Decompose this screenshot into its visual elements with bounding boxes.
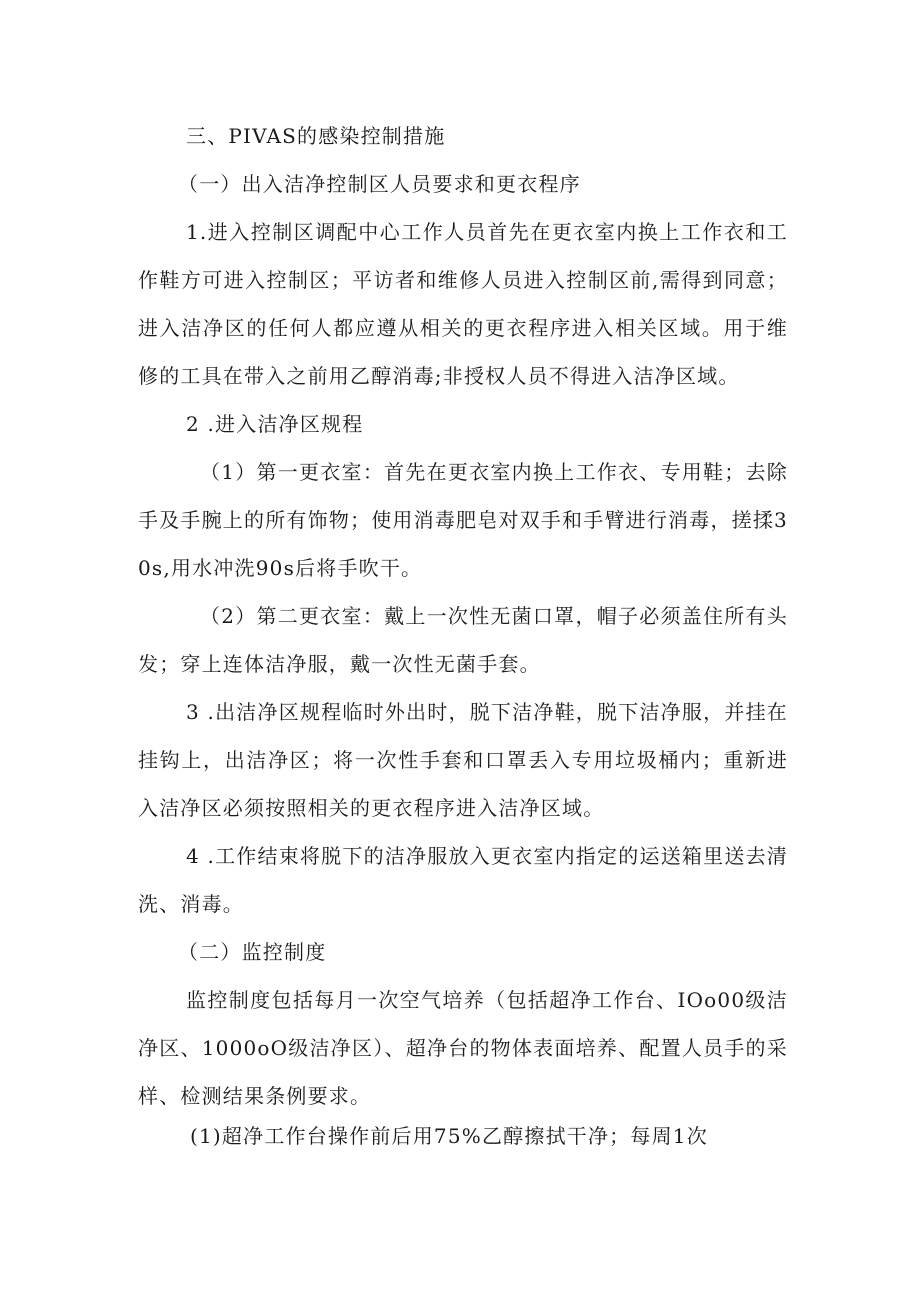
paragraph-clean-bench-cleaning: (1)超净工作台操作前后用75%乙醇擦拭干净；每周1次 <box>190 1124 708 1148</box>
section-heading: 三、PIVAS的感染控制措施 <box>186 124 446 148</box>
paragraph-end-of-work: 4 .工作结束将脱下的洁净服放入更衣室内指定的运送箱里送去清洗、消毒。 <box>138 844 788 916</box>
paragraph-exit-rules: 3 .出洁净区规程临时外出时，脱下洁净鞋，脱下洁净服，并挂在挂钩上，出洁净区；将一次性手套和口罩丢入专用垃圾桶内；重新进入洁净区必须按照相关的更衣程序进入洁净区域。 <box>138 700 788 820</box>
subheading-entry-requirements: （一）出入洁净控制区人员要求和更衣程序 <box>178 172 581 196</box>
paragraph-clean-area-rules-title: 2 .进入洁净区规程 <box>186 412 364 436</box>
paragraph-first-changing-room: （1）第一更衣室：首先在更衣室内换上工作衣、专用鞋；去除手及手腕上的所有饰物；使用消毒肥皂对双手和手臂进行消毒，搓揉30s,用水冲洗90s后将手吹干。 <box>138 460 788 580</box>
paragraph-control-area-entry: 1.进入控制区调配中心工作人员首先在更衣室内换上工作衣和工作鞋方可进入控制区；平访者和维修人员进入控制区前,需得到同意；进入洁净区的任何人都应遵从相关的更衣程序进入相关区域。用于维修的工具在带入之前用乙醇消毒;非授权人员不得进入洁净区域。 <box>138 220 788 388</box>
document-body <box>138 112 788 1160</box>
paragraph-second-changing-room: （2）第二更衣室：戴上一次性无菌口罩，帽子必须盖住所有头发；穿上连体洁净服，戴一次性无菌手套。 <box>138 604 788 676</box>
paragraph-monitoring-system: 监控制度包括每月一次空气培养（包括超净工作台、IOo00级洁净区、1000oO级洁净区）、超净台的物体表面培养、配置人员手的采样、检测结果条例要求。 <box>138 988 788 1108</box>
subheading-monitoring: （二）监控制度 <box>178 940 327 964</box>
